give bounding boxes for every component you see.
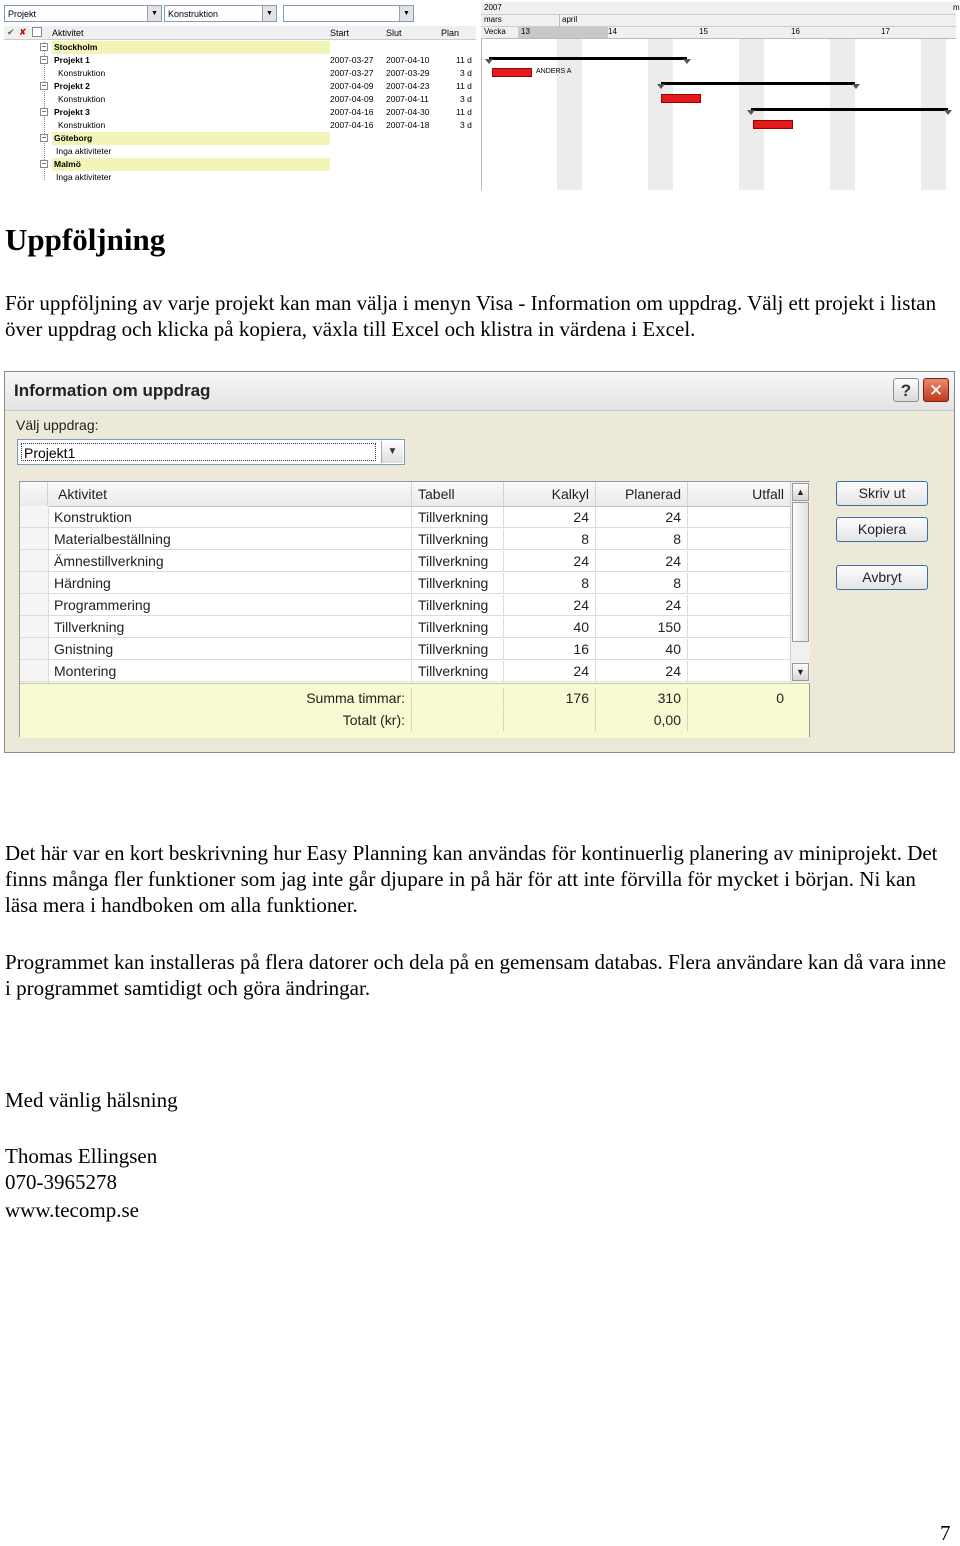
col-plan: Plan bbox=[441, 28, 460, 38]
activity-table bbox=[19, 481, 810, 737]
gantt-summary-bar[interactable] bbox=[489, 57, 687, 60]
row-name: Konstruktion bbox=[58, 94, 106, 104]
cell-calc: 24 bbox=[504, 595, 596, 616]
table-row[interactable] bbox=[20, 551, 790, 572]
gantt-task-bar[interactable] bbox=[492, 68, 532, 77]
row-name: Inga aktiviteter bbox=[56, 172, 112, 182]
assignment-select[interactable] bbox=[17, 439, 405, 465]
selected-assignment: Projekt1 bbox=[21, 443, 376, 461]
cell-calc: 8 bbox=[504, 529, 596, 550]
row-end: 2007-04-30 bbox=[386, 107, 430, 117]
month-label: april bbox=[562, 15, 578, 24]
row-plan: 3 d bbox=[460, 94, 472, 104]
row-start: 2007-03-27 bbox=[330, 68, 374, 78]
col-outcome[interactable]: Utfall bbox=[752, 486, 784, 502]
row-name: Projekt 2 bbox=[54, 81, 90, 91]
collapse-icon: − bbox=[41, 159, 47, 168]
collapse-icon: − bbox=[41, 133, 47, 142]
page-number: 7 bbox=[940, 1521, 951, 1545]
row-name: Konstruktion bbox=[58, 68, 106, 78]
cell-activity: Ämnestillverkning bbox=[48, 551, 412, 572]
cancel-button[interactable]: Avbryt bbox=[836, 565, 928, 590]
col-activity: Aktivitet bbox=[52, 28, 84, 38]
dialog-title: Information om uppdrag bbox=[14, 381, 211, 400]
tree-row[interactable] bbox=[4, 41, 476, 54]
row-start: 2007-04-09 bbox=[330, 81, 374, 91]
row-name: Stockholm bbox=[52, 41, 330, 54]
tree-row[interactable] bbox=[4, 106, 476, 119]
row-end: 2007-04-10 bbox=[386, 55, 430, 65]
bar-start-marker-icon bbox=[747, 110, 755, 115]
cell-planned: 150 bbox=[596, 617, 688, 638]
greeting: Med vänlig hälsning bbox=[5, 1088, 178, 1112]
row-name: Projekt 1 bbox=[54, 55, 90, 65]
tree-row[interactable] bbox=[4, 80, 476, 93]
row-plan: 3 d bbox=[460, 120, 472, 130]
description-paragraph: Det här var en kort beskrivning hur Easy Planning kan användas för kontinuerlig planering av miniprojekt. Det finns många fler funktioner som jag inte går djupare in på här för att inte förvilla för mycket i början. Ni kan läsa mera i handboken om alla funktioner. bbox=[5, 841, 938, 917]
tree-row[interactable] bbox=[4, 171, 476, 184]
sum-hours-calc: 176 bbox=[504, 688, 596, 709]
week-number: 13 bbox=[521, 27, 530, 36]
intro-paragraph: För uppföljning av varje projekt kan man välja i menyn Visa - Information om uppdrag. Välj ett projekt i listan över uppdrag och klicka på kopiera, växla till Excel och klistra in värdena i Excel. bbox=[5, 291, 937, 341]
table-header bbox=[20, 482, 790, 507]
sender-name: Thomas Ellingsen bbox=[5, 1144, 158, 1168]
close-icon[interactable]: ✕ bbox=[923, 378, 949, 402]
resource-label: ANDERS A bbox=[536, 68, 572, 75]
sum-hours-row bbox=[20, 688, 790, 710]
cell-outcome bbox=[688, 661, 790, 682]
table-row[interactable] bbox=[20, 617, 790, 638]
tree-row[interactable] bbox=[4, 158, 476, 171]
col-table[interactable]: Tabell bbox=[412, 482, 504, 506]
cell-table: Tillverkning bbox=[412, 529, 504, 550]
cell-outcome bbox=[688, 639, 790, 660]
gantt-task-bar[interactable] bbox=[753, 120, 793, 129]
row-end: 2007-04-23 bbox=[386, 81, 430, 91]
row-start: 2007-04-09 bbox=[330, 94, 374, 104]
col-planned[interactable]: Planerad bbox=[596, 482, 688, 506]
gantt-task-bar[interactable] bbox=[661, 94, 701, 103]
summary-area bbox=[20, 683, 809, 738]
scrollbar-thumb[interactable] bbox=[792, 502, 809, 642]
cell-planned: 40 bbox=[596, 639, 688, 660]
table-row[interactable] bbox=[20, 595, 790, 616]
chevron-down-icon[interactable]: ▼ bbox=[792, 663, 809, 681]
cell-planned: 8 bbox=[596, 529, 688, 550]
sender-phone: 070-3965278 bbox=[5, 1170, 117, 1194]
tree-row[interactable] bbox=[4, 67, 476, 80]
cell-table: Tillverkning bbox=[412, 573, 504, 594]
cell-activity: Materialbeställning bbox=[48, 529, 412, 550]
cell-activity: Programmering bbox=[48, 595, 412, 616]
cell-planned: 24 bbox=[596, 551, 688, 572]
total-row bbox=[20, 710, 790, 732]
chevron-down-icon[interactable]: ▼ bbox=[262, 6, 276, 21]
col-start: Start bbox=[330, 28, 350, 38]
chevron-down-icon[interactable]: ▼ bbox=[381, 441, 403, 463]
week-number: 14 bbox=[608, 27, 617, 36]
gantt-summary-bar[interactable] bbox=[661, 82, 855, 85]
row-start: 2007-03-27 bbox=[330, 55, 374, 65]
cell-planned: 8 bbox=[596, 573, 688, 594]
year-label: 2007 bbox=[484, 3, 502, 12]
cell-calc: 40 bbox=[504, 617, 596, 638]
cell-activity: Montering bbox=[48, 661, 412, 682]
row-end: 2007-04-11 bbox=[386, 94, 429, 104]
activity-filter-combo[interactable] bbox=[164, 5, 277, 22]
gantt-screenshot bbox=[4, 2, 960, 190]
cell-outcome bbox=[688, 507, 790, 528]
row-start: 2007-04-16 bbox=[330, 120, 374, 130]
bar-end-marker-icon bbox=[852, 84, 860, 89]
cell-calc: 24 bbox=[504, 507, 596, 528]
cell-activity: Gnistning bbox=[48, 639, 412, 660]
table-row[interactable] bbox=[20, 661, 790, 682]
week-number: 16 bbox=[791, 27, 800, 36]
col-end: Slut bbox=[386, 28, 402, 38]
week-number: 15 bbox=[699, 27, 708, 36]
cell-calc: 24 bbox=[504, 661, 596, 682]
third-filter-combo[interactable] bbox=[283, 5, 414, 22]
copy-button[interactable]: Kopiera bbox=[836, 517, 928, 542]
select-label: Välj uppdrag: bbox=[16, 417, 99, 433]
project-filter-value: Projekt bbox=[8, 9, 37, 19]
row-name: Inga aktiviteter bbox=[56, 146, 112, 156]
cell-table: Tillverkning bbox=[412, 617, 504, 638]
row-plan: 11 d bbox=[456, 55, 472, 65]
col-calc[interactable]: Kalkyl bbox=[504, 482, 596, 506]
total-label: Totalt (kr): bbox=[48, 710, 412, 731]
collapse-icon: − bbox=[41, 107, 47, 116]
vertical-scrollbar[interactable] bbox=[790, 482, 810, 683]
cell-table: Tillverkning bbox=[412, 595, 504, 616]
section-heading: Uppföljning bbox=[5, 222, 166, 257]
project-filter-combo[interactable] bbox=[4, 5, 162, 22]
col-activity[interactable]: Aktivitet bbox=[48, 482, 412, 506]
cell-outcome bbox=[688, 595, 790, 616]
activity-filter-value: Konstruktion bbox=[168, 9, 219, 19]
table-row[interactable] bbox=[20, 529, 790, 550]
row-name: Projekt 3 bbox=[54, 107, 90, 117]
table-row[interactable] bbox=[20, 507, 790, 528]
bar-start-marker-icon bbox=[657, 84, 665, 89]
check-icon[interactable]: ✔ bbox=[7, 27, 15, 37]
month-label: mars bbox=[484, 15, 502, 24]
help-icon[interactable]: ? bbox=[893, 378, 919, 402]
week-number: 17 bbox=[881, 27, 890, 36]
tree-row[interactable] bbox=[4, 145, 476, 158]
cell-activity: Härdning bbox=[48, 573, 412, 594]
cell-table: Tillverkning bbox=[412, 639, 504, 660]
collapse-icon: − bbox=[41, 55, 47, 64]
gantt-summary-bar[interactable] bbox=[751, 108, 948, 111]
cell-table: Tillverkning bbox=[412, 507, 504, 528]
cell-outcome bbox=[688, 573, 790, 594]
print-button[interactable]: Skriv ut bbox=[836, 481, 928, 506]
collapse-icon: − bbox=[41, 81, 47, 90]
row-name: Konstruktion bbox=[58, 120, 106, 130]
cell-table: Tillverkning bbox=[412, 661, 504, 682]
row-plan: 11 d bbox=[456, 107, 472, 117]
cell-activity: Tillverkning bbox=[48, 617, 412, 638]
row-start: 2007-04-16 bbox=[330, 107, 374, 117]
cell-outcome bbox=[688, 551, 790, 572]
sum-hours-label: Summa timmar: bbox=[48, 688, 412, 709]
chevron-down-icon[interactable]: ▼ bbox=[399, 6, 413, 21]
info-dialog bbox=[4, 371, 955, 753]
week-label: Vecka bbox=[484, 27, 506, 36]
row-end: 2007-03-29 bbox=[386, 68, 430, 78]
collapse-icon: − bbox=[41, 42, 47, 51]
tree-row[interactable] bbox=[4, 132, 476, 145]
tree-row[interactable] bbox=[4, 54, 476, 67]
cell-outcome bbox=[688, 617, 790, 638]
total-planned: 0,00 bbox=[596, 710, 688, 731]
bar-end-marker-icon bbox=[944, 110, 952, 115]
cell-calc: 8 bbox=[504, 573, 596, 594]
sum-hours-planned: 310 bbox=[596, 688, 688, 709]
table-row[interactable] bbox=[20, 573, 790, 594]
cell-planned: 24 bbox=[596, 595, 688, 616]
cell-activity: Konstruktion bbox=[48, 507, 412, 528]
cell-calc: 24 bbox=[504, 551, 596, 572]
dialog-titlebar[interactable] bbox=[5, 372, 954, 411]
cell-planned: 24 bbox=[596, 507, 688, 528]
row-name: Göteborg bbox=[52, 132, 330, 145]
row-name: Malmö bbox=[52, 158, 330, 171]
table-row[interactable] bbox=[20, 639, 790, 660]
chevron-up-icon[interactable]: ▲ bbox=[792, 483, 809, 501]
sender-website[interactable]: www.tecomp.se bbox=[5, 1198, 139, 1222]
tree-row[interactable] bbox=[4, 93, 476, 106]
tree-row[interactable] bbox=[4, 119, 476, 132]
cell-calc: 16 bbox=[504, 639, 596, 660]
checkbox[interactable] bbox=[32, 27, 42, 37]
cell-table: Tillverkning bbox=[412, 551, 504, 572]
bar-start-marker-icon bbox=[485, 59, 493, 64]
row-plan: 3 d bbox=[460, 68, 472, 78]
row-plan: 11 d bbox=[456, 81, 472, 91]
sum-hours-outcome: 0 bbox=[776, 690, 784, 706]
cell-outcome bbox=[688, 529, 790, 550]
chevron-down-icon[interactable]: ▼ bbox=[147, 6, 161, 21]
row-end: 2007-04-18 bbox=[386, 120, 430, 130]
gantt-timeline: 2007 m mars april Vecka 13 14 15 16 17 ANDERS A bbox=[481, 2, 956, 190]
cross-icon[interactable]: ✘ bbox=[19, 27, 27, 37]
installation-paragraph: Programmet kan installeras på flera datorer och dela på en gemensam databas. Flera användare kan då vara inne i programmet samtidigt och göra ändringar. bbox=[5, 950, 947, 1000]
cell-planned: 24 bbox=[596, 661, 688, 682]
bar-end-marker-icon bbox=[683, 59, 691, 64]
